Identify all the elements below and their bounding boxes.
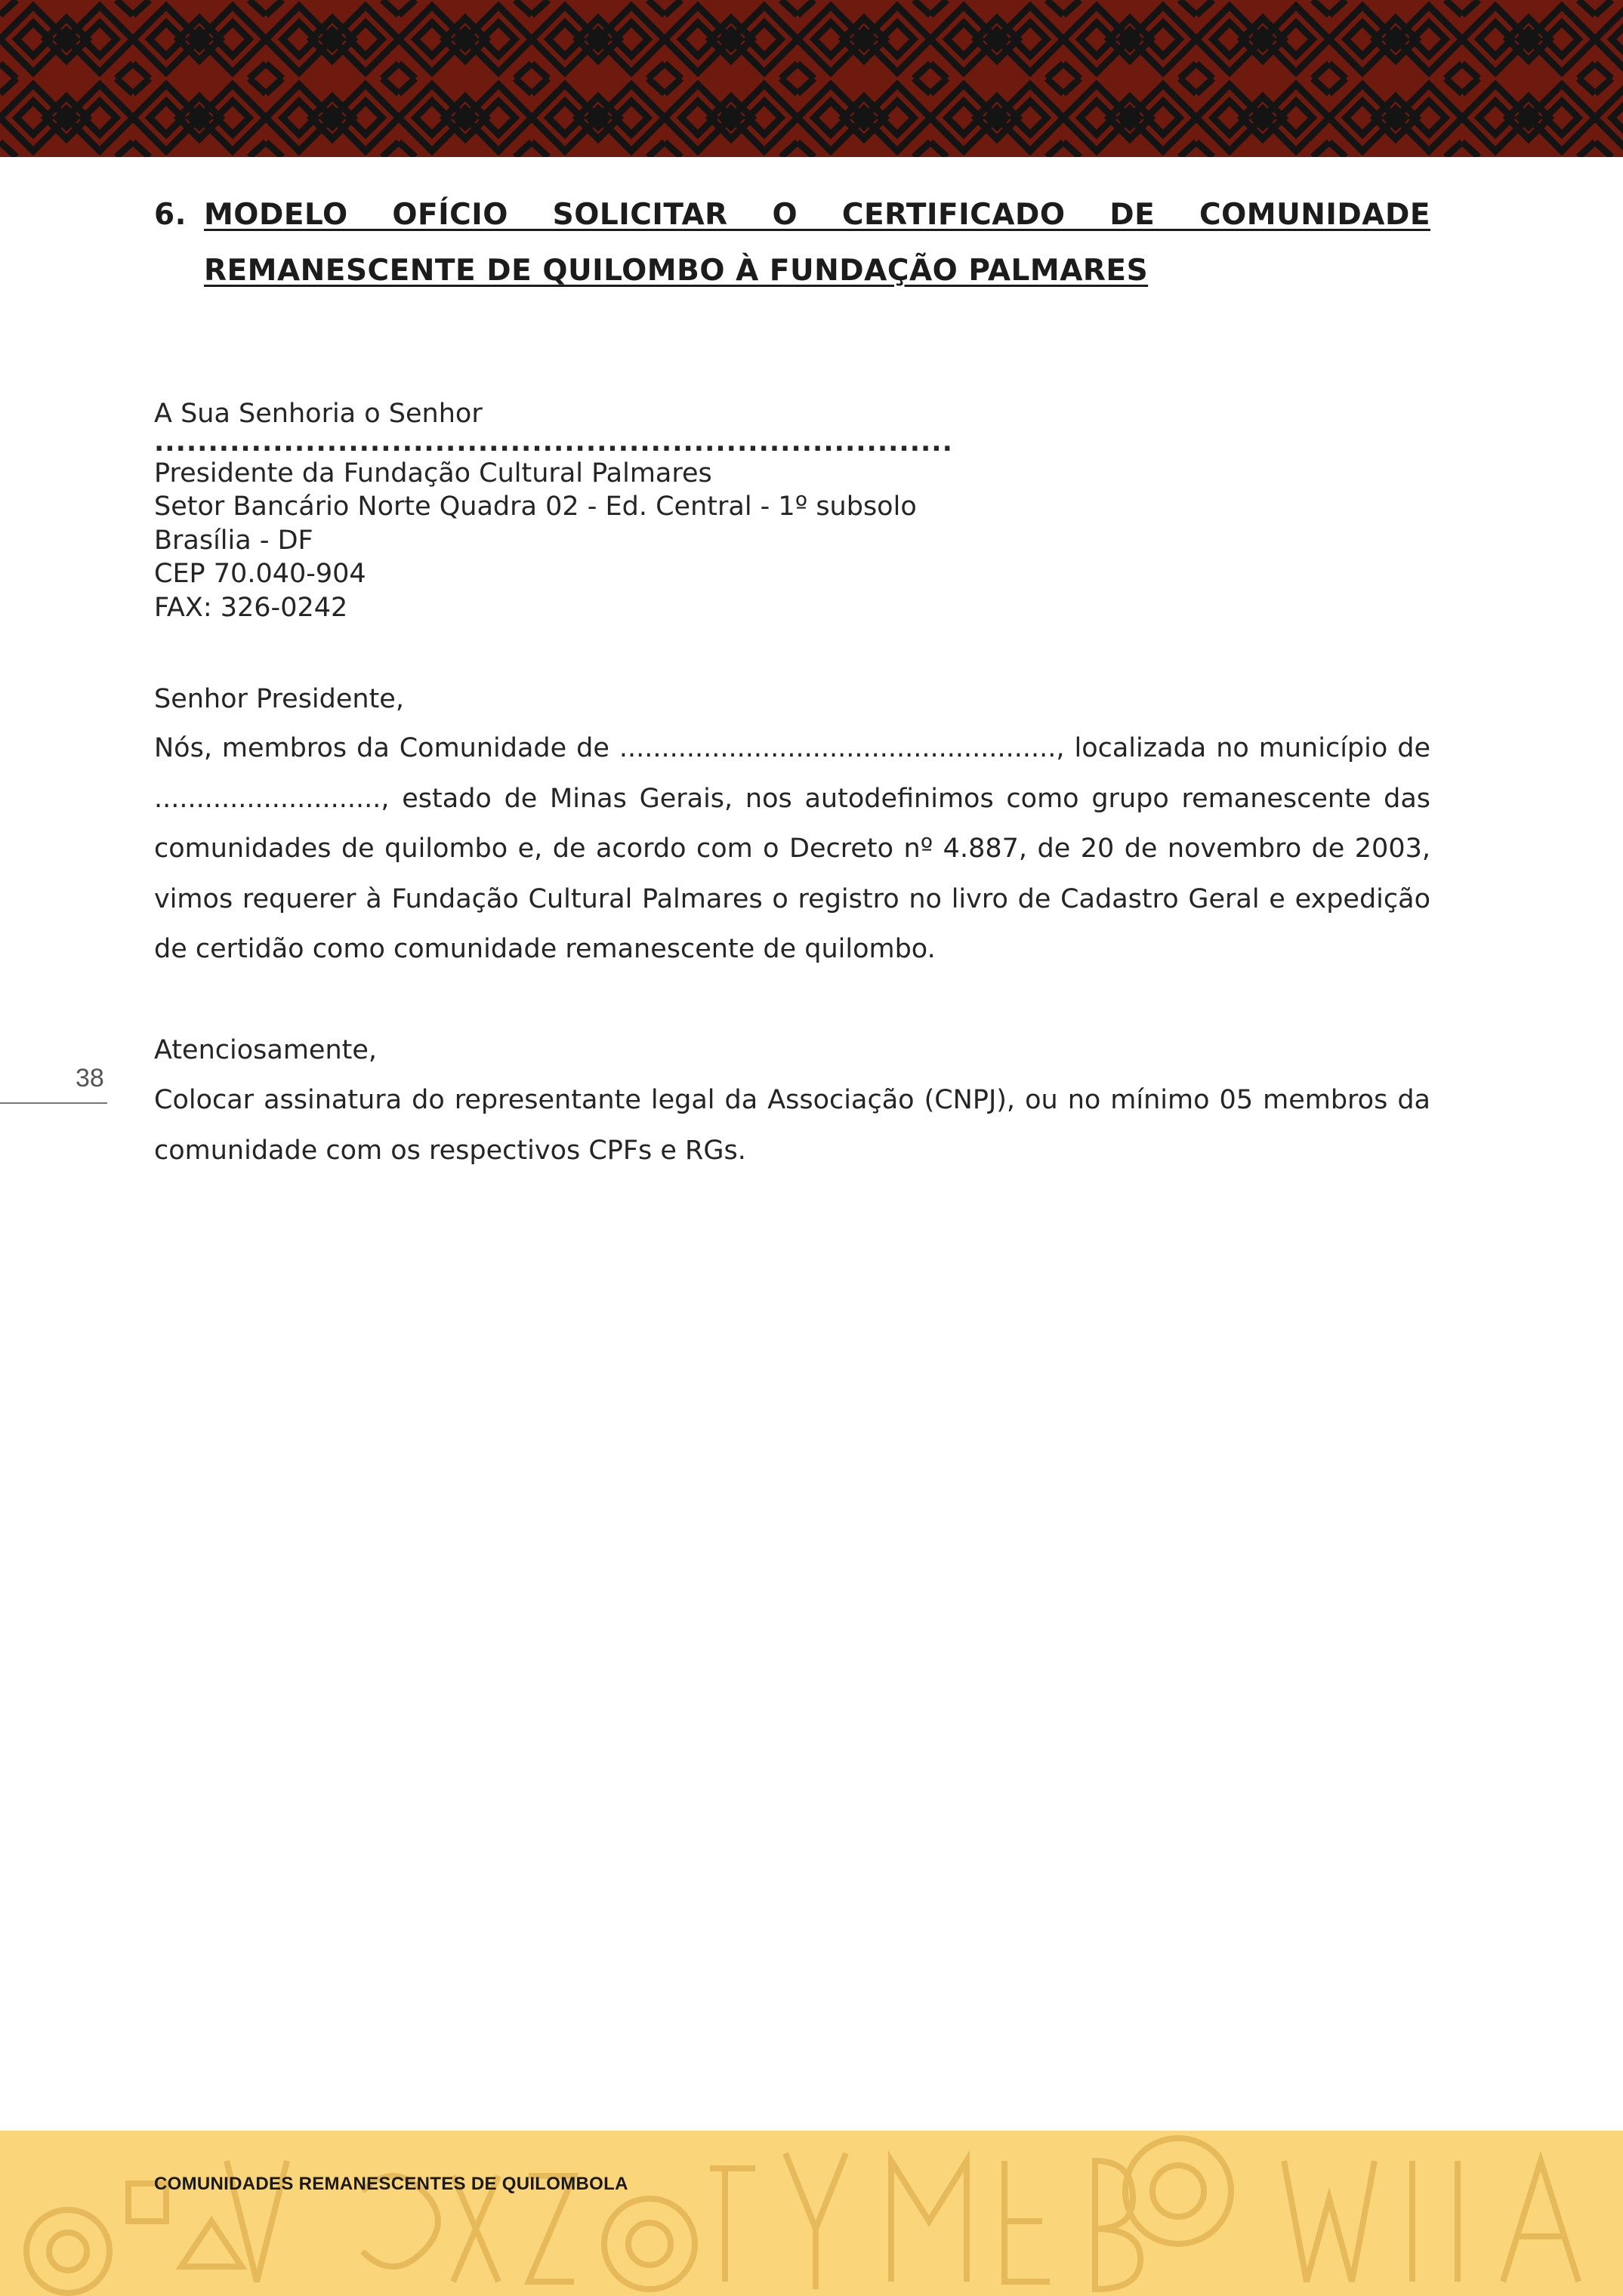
- section-number: 6.: [154, 198, 187, 232]
- recipient-address-block: [154, 397, 1136, 624]
- recipient-name-placeholder: ..........................................................................: [154, 430, 953, 457]
- letter-closing: Atenciosamente,: [154, 1035, 378, 1065]
- recipient-title: Presidente da Fundação Cultural Palmares: [154, 458, 712, 488]
- decorative-pattern-banner: [0, 0, 1623, 157]
- page-number-rule: [0, 1102, 107, 1104]
- signature-instruction: Colocar assinatura do representante legal da Associação (CNPJ), ou no mínimo 05 membros da comunidade com os respectivos CPFs e RGs.: [154, 1085, 1430, 1166]
- footer-decorative-band: [0, 2131, 1623, 2296]
- address-cep: CEP 70.040-904: [154, 559, 366, 589]
- address-city: Brasília - DF: [154, 525, 313, 556]
- address-fax: FAX: 326-0242: [154, 592, 348, 623]
- letter-body-paragraph: Nós, membros da Comunidade de ...................................................., localizada no município de ..........................., estado de Minas Gerais, nos autodefinimos como grupo remanescente das comunidades de quilombo e, de acordo com o Decreto nº 4.887, de 20 de novembro de 2003, vimos requerer à Fundação Cultural Palmares o registro no livro de Cadastro Geral e expedição de certidão como comunidade remanescente de quilombo.: [154, 733, 1430, 964]
- recipient-line: A Sua Senhoria o Senhor: [154, 399, 483, 429]
- address-street: Setor Bancário Norte Quadra 02 - Ed. Central - 1º subsolo: [154, 492, 917, 522]
- page-number: 38: [76, 1064, 104, 1093]
- footer-title: COMUNIDADES REMANESCENTES DE QUILOMBOLA: [154, 2174, 628, 2194]
- section-title: MODELO OFÍCIO SOLICITAR O CERTIFICADO DE COMUNIDADE REMANESCENTE DE QUILOMBO À FUNDAÇÃO PALMARES: [204, 198, 1430, 288]
- letter-salutation: Senhor Presidente,: [154, 684, 404, 714]
